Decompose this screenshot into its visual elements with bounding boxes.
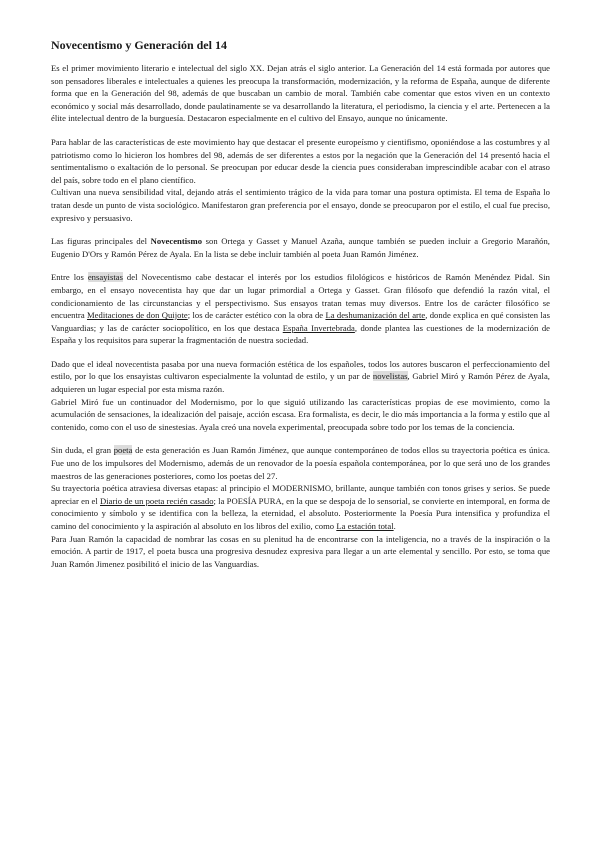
text-run: Las figuras principales del: [51, 236, 151, 247]
text-run: , donde plantea las cuestiones de la modernización de España y los requisitos para superar la fragmentación de nuestra sociedad.: [51, 322, 550, 346]
paragraph-essayists: [51, 271, 550, 347]
text-run: Sin duda, el gran: [51, 445, 114, 456]
underlined-title: La deshumanización del arte: [325, 310, 426, 321]
text-run: ; los de carácter estético con la obra de: [187, 310, 326, 321]
text-run: Su trayectoria poética atraviesa diversas etapas: al principio el MODERNISMO, brillante, aunque también con tonos grises y serios. Se puede apreciar en el: [51, 483, 550, 506]
paragraph-main-figures: [51, 235, 550, 260]
paragraph-style-ideal: [51, 358, 550, 396]
text-run: son Ortega y Gasset y Manuel Azaña, aunque también se pueden incluir a Gregorio Marañón, Eugenio D'Ors y Ramón Pérez de Ayala. En la lista se debe incluir también al poeta Juan Ramón Jiménez.: [51, 236, 550, 259]
text-run: , Gabriel Miró y Ramón Pérez de Ayala, adquieren un lugar especial por esta misma razón.: [51, 371, 550, 395]
highlighted-term: ensayistas: [87, 272, 123, 283]
highlighted-term: poeta: [113, 445, 133, 456]
text-run: .: [393, 521, 396, 531]
paragraph-trajectory: [51, 482, 550, 532]
paragraph-characteristics: Para hablar de las características de este movimiento hay que destacar el presente europeísmo y cientifismo, oponiéndose a las costumbres y al patriotismo como lo hicieron los hombres del 98, además de ser diferentes a estos por la negación que la Generación del 14 presentó hacia el sentimentalismo o exaltación de lo personal. Se preocupan por educar desde la ciencia pues consideraban imprescindible acabar con el atraso del país, sobre todo en el plano científico.: [51, 136, 550, 185]
text-run: de esta generación es Juan Ramón Jiménez, que aunque contemporáneo de todos ellos su trayectoria poética es única. Fue uno de los impulsores del Modernismo, además de un renovador de la poesía española contemporánea, por lo que será uno de los grandes maestros de las generaciones posteriores, como los poetas del 27.: [51, 445, 550, 481]
text-run: Entre los: [51, 272, 88, 283]
paragraph-poet: [51, 444, 550, 482]
underlined-title: España Invertebrada: [282, 322, 355, 333]
text-run: ; la POESÍA PURA, en la que se despoja de lo sensorial, se convierte en intemporal, en forma de conocimiento y símbolo y se identifica con la belleza, la eternidad, el absoluto. Posteriormente la Poesía Pura intensifica y profundiza el camino del conocimiento y la aspiración al absoluto en los libros del exilio, como: [51, 495, 551, 531]
paragraph-miro: Gabriel Miró fue un continuador del Modernismo, por lo que siguió utilizando las características propias de ese movimiento, como la acumulación de sensaciones, la idealización del paisaje, acción escasa. Era formalista, es decir, le dio más importancia a la forma y estilo que al contenido, como con el uso de sinestesias. Ayala creó una novela experimental, preocupada sobre todo por los temas de la conciencia.: [51, 396, 550, 432]
document-title: Novecentismo y Generación del 14: [51, 38, 227, 52]
underlined-title: Diario de un poeta recién casado: [100, 495, 214, 506]
paragraph-intro: Es el primer movimiento literario e intelectual del siglo XX. Dejan atrás el siglo anterior. La Generación del 14 está formada por autores que son pensadores liberales e intelectuales a quienes les preocupa la transformación, modernización, y la reforma de España, aunque de diferente forma que en la Generación del 98, además de que buscaban un cambio de moral. También cabe comentar que estos viven en un contexto económico y social más desarrollado, donde paulatinamente se va desarrollando la literatura, el periodismo, la ciencia y el arte. Pertenecen a la élite intelectual dentro de la burguesía. Destacaron especialmente en el cultivo del Ensayo, aunque no únicamente.: [51, 63, 550, 124]
text-run: Dado que el ideal novecentista pasaba por una nueva formación estética de los españoles, todos los autores buscaron el perfeccionamiento del estilo, por lo que los ensayistas cultivaron especialmente la voluntad de estilo, y un par de: [51, 358, 550, 382]
text-run: del Novecentismo cabe destacar el interés por los estudios filológicos e históricos de Ramón Menéndez Pidal. Sin embargo, en el ensayo novecentista hay que dar un lugar primordial a Ortega y Gasset. Gran filósofo que defendió la razón vital, el condicionamiento de las circunstancias y el perspectivismo. Sus ensayos tratan temas muy diversos. Entre los de carácter filosófico se encuentra: [51, 272, 550, 321]
paragraph-conclusion: Para Juan Ramón la capacidad de nombrar las cosas en su plenitud ha de encontrarse con la inteligencia, no a través de la inspiración o la emoción. A partir de 1917, el poeta busca una progresiva desnudez expresiva para llegar a un arte elemental y sencillo. Por esto, se toma que Juan Ramón Jimenez posibilitó el inicio de las Vanguardias.: [51, 533, 550, 569]
highlighted-term: novelistas: [372, 371, 408, 382]
text-run: , donde explica en qué consisten las Vanguardias; y las de carácter sociopolítico, en los que destaca: [51, 310, 550, 333]
paragraph-sensibility: Cultivan una nueva sensibilidad vital, dejando atrás el sentimiento trágico de la vida para tomar una postura optimista. El tema de España lo tratan desde un punto de vista sociológico. Manifestaron gran preferencia por el ensayo, donde se preocuparon por el estilo, el cual fue preciso, expresivo y persuasivo.: [51, 187, 550, 223]
underlined-title: La estación total: [336, 521, 394, 531]
underlined-title: Meditaciones de don Quijote: [86, 310, 188, 321]
bold-term: Novecentismo: [150, 236, 203, 247]
